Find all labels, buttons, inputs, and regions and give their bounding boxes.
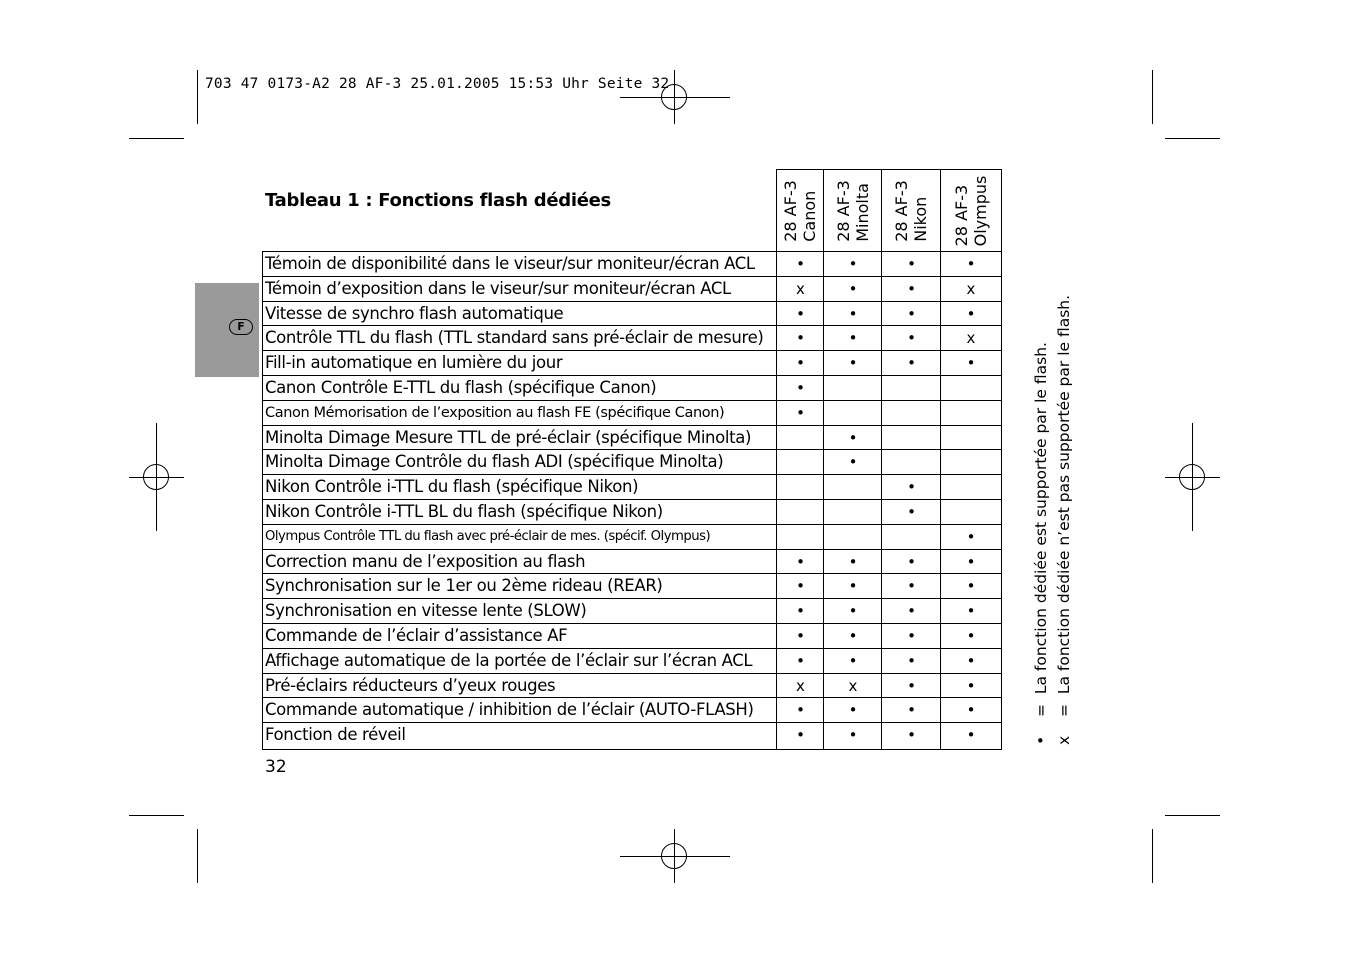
- support-cell: [882, 525, 941, 550]
- support-cell: [941, 500, 1001, 525]
- column-header-model: 28 AF-3: [833, 179, 853, 242]
- row-label: Minolta Dimage Contrôle du flash ADI (spécifique Minolta): [265, 452, 724, 472]
- column-header-brand: Nikon: [911, 196, 930, 242]
- support-cell: [824, 376, 882, 401]
- flash-functions-table: [262, 169, 1002, 750]
- support-cell: •: [966, 552, 976, 571]
- legend-equals: =: [1032, 704, 1050, 717]
- legend-symbol: •: [1032, 735, 1050, 745]
- table-row: [263, 599, 1001, 624]
- support-cell: •: [966, 577, 976, 596]
- row-label: Fill-in automatique en lumière du jour: [265, 353, 563, 373]
- legend-equals: =: [1055, 704, 1073, 717]
- support-cell: •: [848, 651, 858, 670]
- column-header: [881, 169, 940, 251]
- table-row: [263, 277, 1001, 302]
- support-cell: [777, 475, 824, 500]
- column-header: [776, 169, 823, 251]
- language-badge: F: [229, 319, 253, 335]
- support-cell: •: [907, 651, 916, 670]
- row-label: Commande de l’éclair d’assistance AF: [265, 626, 568, 645]
- table-row: [263, 574, 1001, 599]
- language-tab: [195, 283, 259, 377]
- support-cell: •: [796, 304, 805, 323]
- table-row: [263, 326, 1001, 351]
- table-row: [263, 550, 1001, 575]
- support-cell: •: [907, 577, 916, 596]
- support-cell: [777, 426, 824, 451]
- row-label: Olympus Contrôle TTL du flash avec pré-éclair de mes. (spécif. Olympus): [265, 528, 711, 544]
- support-cell: [777, 525, 824, 550]
- row-label: Synchronisation en vitesse lente (SLOW): [265, 601, 587, 621]
- support-cell: •: [966, 602, 976, 621]
- support-cell: [824, 500, 882, 525]
- support-cell: •: [907, 602, 916, 621]
- support-cell: •: [907, 255, 916, 273]
- support-cell: [882, 426, 941, 451]
- table-title: Tableau 1 : Fonctions flash dédiées: [265, 190, 611, 211]
- support-cell: •: [848, 602, 858, 621]
- legend-symbol: x: [1055, 735, 1073, 745]
- legend-text: La fonction dédiée est supportée par le flash.: [1032, 342, 1050, 695]
- support-cell: •: [848, 279, 858, 298]
- column-header: [940, 169, 1002, 251]
- support-cell: •: [907, 329, 916, 348]
- legend-not-supported: [1053, 295, 1076, 745]
- support-cell: •: [796, 651, 805, 670]
- support-cell: •: [907, 478, 916, 497]
- row-label: Nikon Contrôle i-TTL du flash (spécifique Nikon): [265, 477, 639, 497]
- page-number: 32: [265, 757, 287, 777]
- support-cell: •: [907, 354, 916, 373]
- support-cell: [824, 475, 882, 500]
- support-cell: [824, 401, 882, 426]
- support-cell: •: [907, 627, 916, 645]
- table-row: [263, 475, 1001, 500]
- support-cell: x: [966, 279, 976, 298]
- support-cell: •: [848, 627, 858, 645]
- table-row: [263, 401, 1001, 426]
- support-cell: •: [966, 627, 976, 645]
- row-label: Affichage automatique de la portée de l’éclair sur l’écran ACL: [265, 650, 753, 670]
- support-cell: [882, 401, 941, 426]
- support-cell: •: [966, 701, 976, 720]
- column-header-model: 28 AF-3: [781, 179, 800, 242]
- support-cell: •: [848, 552, 858, 571]
- support-cell: •: [796, 379, 805, 397]
- table-row: [263, 252, 1001, 277]
- column-header-brand: Olympus: [971, 175, 990, 246]
- table-row: [263, 525, 1001, 550]
- support-cell: •: [796, 602, 805, 621]
- row-label: Témoin de disponibilité dans le viseur/sur moniteur/écran ACL: [265, 254, 755, 273]
- table-row: [263, 674, 1001, 699]
- table-row: [263, 500, 1001, 525]
- table-row: [263, 351, 1001, 376]
- support-cell: •: [796, 329, 805, 348]
- support-cell: •: [848, 428, 858, 447]
- support-cell: •: [966, 255, 976, 273]
- table-row: [263, 376, 1001, 401]
- table-row: [263, 723, 1001, 748]
- support-cell: •: [848, 354, 858, 373]
- support-cell: •: [848, 255, 858, 273]
- support-cell: [941, 401, 1001, 426]
- support-cell: •: [907, 503, 916, 521]
- row-label: Contrôle TTL du flash (TTL standard sans pré-éclair de mesure): [265, 328, 764, 348]
- row-label: Synchronisation sur le 1er ou 2ème rideau (REAR): [265, 576, 663, 596]
- support-cell: •: [848, 329, 858, 348]
- row-label: Nikon Contrôle i-TTL BL du flash (spécifique Nikon): [265, 502, 663, 521]
- support-cell: •: [796, 403, 805, 422]
- support-cell: •: [796, 627, 805, 645]
- table-row: [263, 649, 1001, 674]
- column-header-model: 28 AF-3: [892, 179, 911, 242]
- support-cell: [941, 426, 1001, 451]
- support-cell: [941, 376, 1001, 401]
- support-cell: •: [907, 701, 916, 720]
- legend-text: La fonction dédiée n’est pas supportée par le flash.: [1055, 294, 1073, 695]
- table-row: [263, 698, 1001, 723]
- legend: [1030, 295, 1076, 745]
- support-cell: x: [848, 676, 858, 695]
- row-label: Vitesse de synchro flash automatique: [265, 303, 564, 323]
- support-cell: •: [907, 676, 916, 695]
- table-row: [263, 426, 1001, 451]
- support-cell: [941, 450, 1001, 475]
- table-row: [263, 624, 1001, 649]
- support-cell: •: [966, 527, 976, 546]
- row-label: Correction manu de l’exposition au flash: [265, 551, 586, 571]
- support-cell: •: [796, 255, 805, 273]
- support-cell: •: [796, 701, 805, 720]
- row-label: Pré-éclairs réducteurs d’yeux rouges: [265, 675, 556, 695]
- support-cell: •: [848, 304, 858, 323]
- support-cell: •: [907, 726, 916, 745]
- column-header-brand: Canon: [800, 190, 819, 242]
- support-cell: [941, 475, 1001, 500]
- table-row: [263, 302, 1001, 327]
- row-label: Canon Mémorisation de l’exposition au flash FE (spécifique Canon): [265, 404, 725, 421]
- row-label: Fonction de réveil: [265, 725, 406, 745]
- support-cell: •: [796, 726, 805, 745]
- table-row: [263, 450, 1001, 475]
- support-cell: •: [966, 651, 976, 670]
- support-cell: •: [907, 552, 916, 571]
- support-cell: [777, 500, 824, 525]
- support-cell: •: [796, 552, 805, 571]
- row-label: Témoin d’exposition dans le viseur/sur moniteur/écran ACL: [265, 278, 731, 298]
- support-cell: •: [796, 577, 805, 596]
- support-cell: •: [966, 676, 976, 695]
- support-cell: x: [966, 329, 976, 348]
- support-cell: •: [848, 453, 858, 472]
- support-cell: x: [796, 676, 805, 695]
- row-label: Canon Contrôle E-TTL du flash (spécifique Canon): [265, 378, 657, 397]
- support-cell: •: [907, 304, 916, 323]
- row-label: Commande automatique / inhibition de l’éclair (AUTO-FLASH): [265, 700, 754, 720]
- support-cell: •: [848, 701, 858, 720]
- column-header-brand: Minolta: [852, 182, 872, 242]
- column-header: [823, 169, 881, 251]
- print-header: 703 47 0173-A2 28 AF-3 25.01.2005 15:53 Uhr Seite 32: [205, 76, 670, 92]
- table-body: [262, 251, 1002, 750]
- support-cell: •: [796, 354, 805, 373]
- support-cell: •: [966, 354, 976, 373]
- support-cell: [777, 450, 824, 475]
- row-label: Minolta Dimage Mesure TTL de pré-éclair (spécifique Minolta): [265, 427, 752, 447]
- support-cell: x: [796, 279, 805, 298]
- legend-supported: [1030, 295, 1053, 745]
- support-cell: •: [966, 304, 976, 323]
- column-header-model: 28 AF-3: [952, 184, 971, 246]
- support-cell: •: [848, 577, 858, 596]
- support-cell: •: [848, 726, 858, 745]
- support-cell: [882, 376, 941, 401]
- support-cell: •: [966, 726, 976, 745]
- support-cell: •: [907, 279, 916, 298]
- support-cell: [882, 450, 941, 475]
- support-cell: [824, 525, 882, 550]
